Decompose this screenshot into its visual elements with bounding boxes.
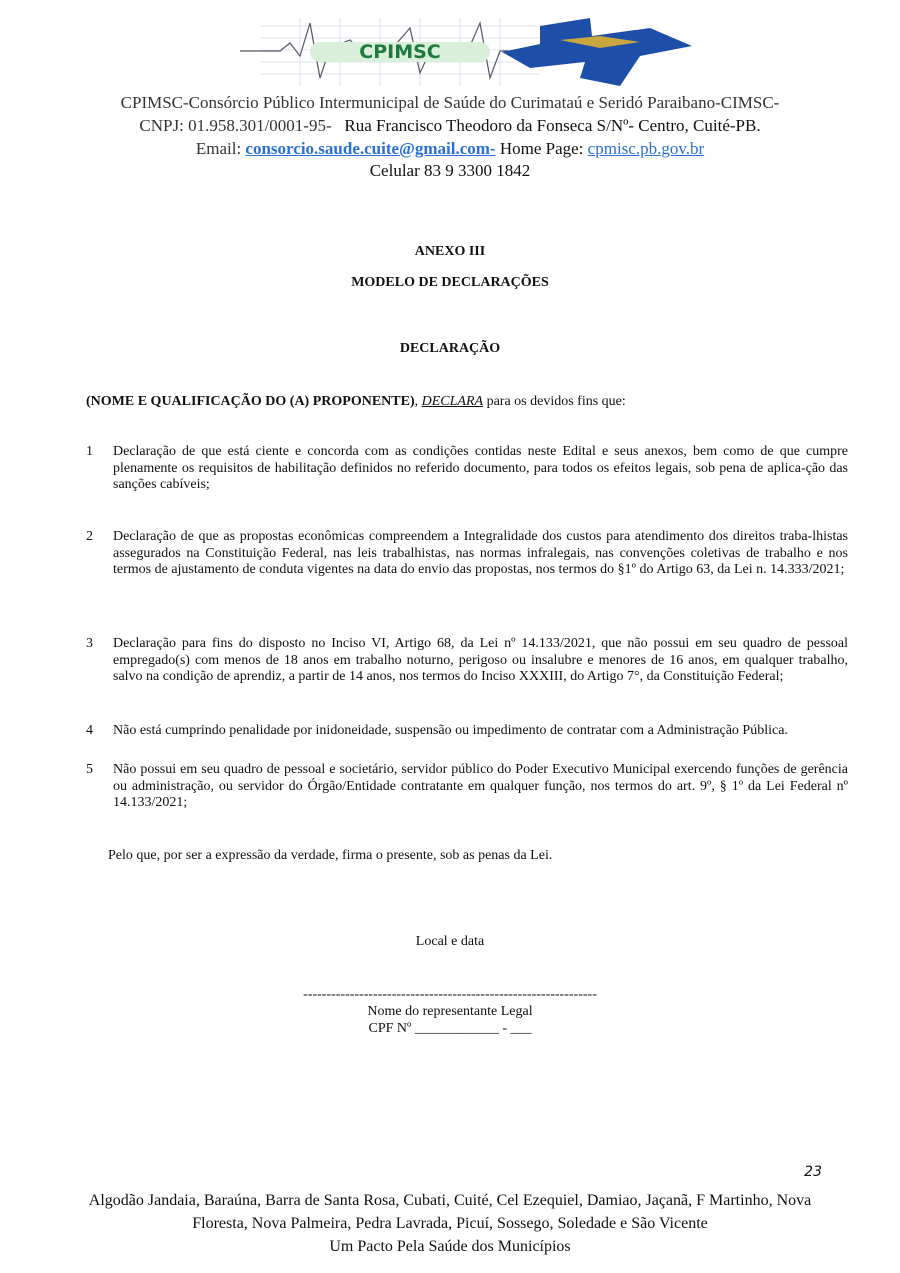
comma: , <box>414 394 419 409</box>
footer-municipalities-1: Algodão Jandaia, Baraúna, Barra de Santa Rosa, Cubati, Cuité, Cel Ezequiel, Damiao, Jaçanã, F Martinho, Nova <box>88 1192 812 1209</box>
footer-slogan: Um Pacto Pela Saúde dos Municípios <box>329 1238 571 1255</box>
intro-rest: para os devidos fins que: <box>483 394 626 409</box>
declara-word: DECLARA <box>421 394 484 409</box>
place-date: Local e data <box>415 934 485 949</box>
annex-title: ANEXO III <box>414 244 486 259</box>
footer-municipalities-2: Floresta, Nova Palmeira, Pedra Lavrada, Picuí, Sossego, Soledade e São Vicente <box>192 1215 708 1232</box>
closing-statement: Pelo que, por ser a expressão da verdade, firma o presente, sob as penas da Lei. <box>108 848 553 863</box>
declaration-item <box>86 762 848 812</box>
proponent-placeholder: (NOME E QUALIFICAÇÃO DO (A) PROPONENTE) <box>86 394 415 409</box>
header-contact <box>0 139 900 159</box>
item-text: Declaração de que está ciente e concorda com as condições contidas neste Edital e seus anexos, bem como de que cumpre plenamente os requisitos de habilitação definidos no referido documento, para todos os efeitos legais, sob pena de aplica-ção das sanções cabíveis; <box>113 444 848 492</box>
declaration-title: DECLARAÇÃO <box>399 341 501 356</box>
declaration-item <box>86 636 848 686</box>
homepage-label: Home Page: <box>499 139 584 158</box>
signer-cpf: CPF Nº ____________ - ___ <box>368 1021 532 1036</box>
item-number: 5 <box>86 762 93 777</box>
declaration-item <box>86 444 848 494</box>
signer-name: Nome do representante Legal <box>367 1004 533 1019</box>
item-text: Não está cumprindo penalidade por inidoneidade, suspensão ou impedimento de contratar com a Administração Pública. <box>113 723 788 738</box>
email-link[interactable]: consorcio.saude.cuite@gmail.com- <box>245 139 496 158</box>
annex-subtitle: MODELO DE DECLARAÇÕES <box>351 275 549 290</box>
header-org-name: CPIMSC-Consórcio Público Intermunicipal de Saúde do Curimataú e Seridó Paraibano-CIMSC- <box>120 93 780 112</box>
cnpj: CNPJ: 01.958.301/0001-95- <box>139 116 332 135</box>
svg-text:CPIMSC: CPIMSC <box>359 41 441 63</box>
item-text: Não possui em seu quadro de pessoal e societário, servidor público do Poder Executivo Municipal exercendo funções de gerência ou administração, ou servidor do Órgão/Entidade contratante em qualquer função, nos termos do art. 9º, § 1º da Lei Federal nº 14.133/2021; <box>113 762 848 810</box>
page-number: 23 <box>804 1164 822 1180</box>
intro-paragraph <box>86 394 626 411</box>
item-number: 2 <box>86 529 93 544</box>
address: Rua Francisco Theodoro da Fonseca S/Nº- Centro, Cuité-PB. <box>344 116 761 135</box>
header-cnpj-address <box>0 116 900 136</box>
signature-line: --------------------------------------------------------------- <box>303 987 597 1002</box>
item-number: 1 <box>86 444 93 459</box>
email-label: Email: <box>195 139 242 158</box>
cpimsc-logo <box>240 18 692 86</box>
header-phone: Celular 83 9 3300 1842 <box>369 161 531 180</box>
item-number: 4 <box>86 723 93 738</box>
item-number: 3 <box>86 636 93 651</box>
declaration-item <box>86 723 848 740</box>
homepage-link[interactable]: cpmisc.pb.gov.br <box>587 139 705 158</box>
item-text: Declaração de que as propostas econômicas compreendem a Integralidade dos custos para atendimento dos direitos traba-lhistas assegurados na Constituição Federal, nas leis trabalhistas, nas normas infralegais, nas convenções coletivas de trabalho e nos termos de ajustamento de conduta vigentes na data do envio das propostas, nos termos do §1º do Artigo 63, da Lei n. 14.333/2021; <box>113 529 848 577</box>
declaration-item <box>86 529 848 579</box>
item-text: Declaração para fins do disposto no Inciso VI, Artigo 68, da Lei nº 14.133/2021, que não possui em seu quadro de pessoal empregado(s) com menos de 18 anos em trabalho noturno, perigoso ou insalubre e menores de 16 anos, em qualquer trabalho, salvo na condição de aprendiz, a partir de 14 anos, nos termos do Inciso XXXIII, do Artigo 7°, da Constituição Federal; <box>113 636 848 684</box>
